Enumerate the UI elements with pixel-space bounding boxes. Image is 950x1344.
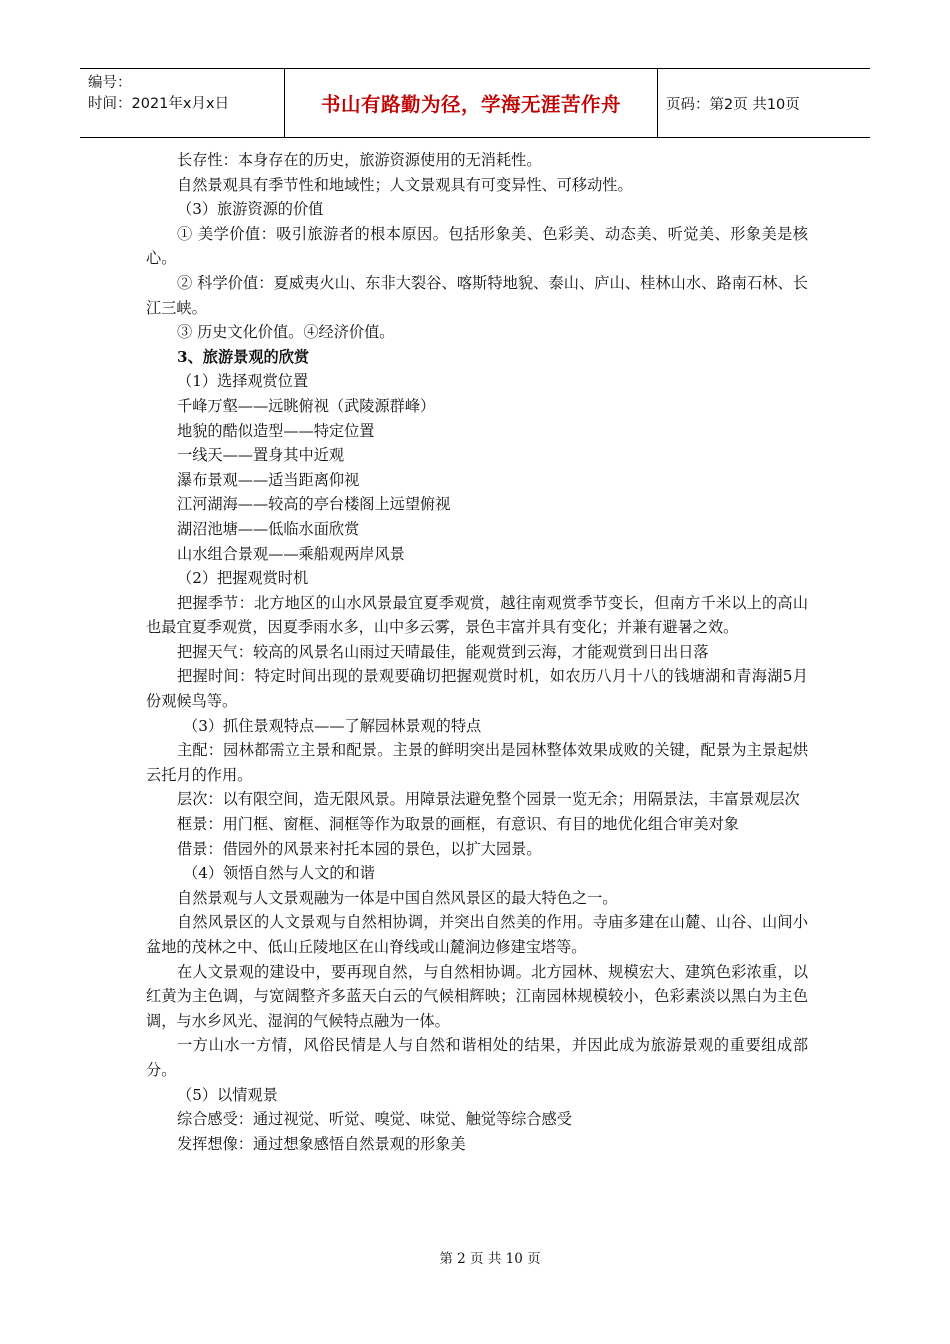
page-header [80, 68, 870, 138]
paragraph: 综合感受：通过视觉、听觉、嗅觉、味觉、触觉等综合感受 [177, 1110, 572, 1129]
paragraph: 把握季节：北方地区的山水风景最宜夏季观赏，越往南观赏季节变长，但南方千米以上的高山也最宜夏季观赏，因夏季雨水多，山中多云雾，景色丰富并具有变化；并兼有避暑之效。 [146, 593, 808, 637]
paragraph: 一方山水一方情，风俗民情是人与自然和谐相处的结果，并因此成为旅游景观的重要组成部分。 [146, 1036, 808, 1079]
subsection-heading: （5）以情观景 [177, 1085, 278, 1104]
list-item: 江河湖海——较高的亭台楼阁上远望俯视 [177, 495, 451, 514]
paragraph: 长存性：本身存在的历史，旅游资源使用的无消耗性。 [177, 151, 542, 169]
subsection-heading: （2）把握观赏时机 [177, 569, 309, 588]
header-meta [80, 69, 284, 137]
paragraph: 把握天气：较高的风景名山雨过天晴最佳，能观赏到云海，才能观赏到日出日落 [177, 642, 709, 661]
paragraph: 在人文景观的建设中，要再现自然，与自然相协调。北方园林、规模宏大、建筑色彩浓重，以红黄为主色调，与宽阔整齐多蓝天白云的气候相辉映；江南园林规模较小，色彩素淡以黑白为主色调，与水乡风光、湿润的气候特点融为一体。 [146, 962, 808, 1030]
section-heading: 3、旅游景观的欣赏 [177, 347, 310, 366]
paragraph: 自然景观与人文景观融为一体是中国自然风景区的最大特色之一。 [177, 888, 618, 907]
list-item: 地貌的酷似造型——特定位置 [177, 421, 375, 440]
subsection-heading: （1）选择观赏位置 [177, 372, 309, 391]
paragraph: 借景：借园外的风景来衬托本园的景色，以扩大园景。 [177, 839, 542, 858]
paragraph: 自然风景区的人文景观与自然相协调，并突出自然美的作用。寺庙多建在山麓、山谷、山间小盆地的茂林之中、低山丘陵地区在山脊线或山麓涧边修建宝塔等。 [146, 913, 808, 956]
paragraph: 框景：用门框、窗框、洞框等作为取景的画框，有意识、有目的地优化组合审美对象 [177, 815, 739, 834]
paragraph: ② 科学价值：夏威夷火山、东非大裂谷、喀斯特地貌、泰山、庐山、桂林山水、路南石林、长江三峡。 [146, 273, 808, 317]
subsection-heading: （3）抓住景观特点——了解园林景观的特点 [183, 716, 482, 735]
paragraph: 发挥想像：通过想象感悟自然景观的形象美 [177, 1134, 466, 1153]
document-body [146, 148, 808, 1156]
list-item: 湖沼池塘——低临水面欣赏 [177, 519, 360, 538]
document-date: 时间：2021年x月x日 [88, 96, 230, 112]
paragraph: 层次：以有限空间，造无限风景。用障景法避免整个园景一览无余；用隔景法，丰富景观层次 [177, 790, 800, 809]
document-number-label: 编号： [88, 75, 132, 91]
paragraph: ① 美学价值：吸引旅游者的根本原因。包括形象美、色彩美、动态美、听觉美、形象美是核心。 [146, 224, 808, 268]
paragraph: 主配：园林都需立主景和配景。主景的鲜明突出是园林整体效果成败的关键，配景为主景起烘云托月的作用。 [146, 741, 808, 784]
header-motto: 书山有路勤为径，学海无涯苦作舟 [284, 69, 658, 137]
list-item: 一线天——置身其中近观 [177, 446, 345, 465]
subsection-heading: （4）领悟自然与人文的和谐 [183, 864, 375, 883]
header-page-code: 页码：第2页 共10页 [666, 96, 800, 113]
list-item: 瀑布景观——适当距离仰视 [177, 470, 360, 489]
paragraph: 把握时间：特定时间出现的景观要确切把握观赏时机，如农历八月十八的钱塘湖和青海湖5月份观候鸟等。 [146, 667, 808, 711]
page-footer: 第 2 页 共 10 页 [439, 1251, 541, 1267]
list-item: 山水组合景观——乘船观两岸风景 [177, 544, 405, 563]
subsection-heading: （3）旅游资源的价值 [177, 200, 324, 219]
list-item: 千峰万壑——远眺俯视（武陵源群峰） [177, 396, 436, 415]
paragraph: ③ 历史文化价值。④经济价值。 [177, 323, 395, 342]
paragraph: 自然景观具有季节性和地域性；人文景观具有可变异性、可移动性。 [177, 175, 633, 194]
